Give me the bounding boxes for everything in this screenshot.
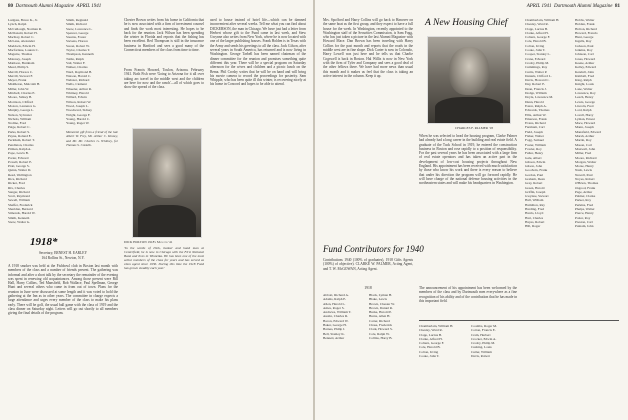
name-entry: Scott, Raymond bbox=[8, 194, 30, 199]
name-entry: Emerson, Frank bbox=[525, 116, 547, 121]
name-entry: Lane, Walter bbox=[575, 86, 593, 91]
name-entry: Wood, Joseph L. bbox=[66, 103, 89, 108]
name-entry: MacKay, Robert C. bbox=[8, 35, 35, 40]
name-entry: Meyer, Frank bbox=[8, 78, 27, 83]
class-notes-col-3: used to house instead of hotel life—which can be damned inconvenient after several weeks. Tell me what you can find about DICKERSON, the man in Chicago. We have just had a letter from Herbert whose gift to the Fund came in last week, and Stew Gwynne also writes from New York, where he is now located with one of the larger publishing houses. Frank Holden is in Texas with the Army and sends his greetings to all the class. Jack Gilson, after several years in South America, has returned and is now living in Washington. George Tarbell has been named chairman of the dinner committee for the reunion and promises something quite different this year. There will be a special program on Saturday afternoon for the wives and children and a picnic lunch on the Bema. Phil Crosby writes that he will be on hand and will bring his movie camera to record the proceedings for posterity. Sam Whipple, who has been quite ill this winter, is recovering nicely at his home in Concord and hopes to be able to attend. bbox=[210, 18, 306, 87]
name-entry: Sewell, William bbox=[8, 198, 30, 203]
class-notes-col-2b: From Francis Howard, Toulon, Arizona. February 1941. Both Fish were 'Going to Arizona for it all over taking arc travel in the middle west and the children are here for now and the ranch'—all of which goes to show the spread of the class. bbox=[124, 68, 204, 90]
name-entry: Maguire, Thomas bbox=[8, 52, 33, 57]
name-entry: Wells, Clement bbox=[66, 82, 87, 87]
charles-palmer-photo bbox=[427, 36, 511, 124]
name-entry: Stearns, Foster bbox=[66, 35, 87, 40]
name-entry: Griffin, Joseph bbox=[525, 189, 546, 194]
name-entry: O'Brien, Thomas bbox=[575, 181, 599, 186]
left-page bbox=[0, 0, 313, 420]
name-entry: Cummings, Roy bbox=[525, 65, 548, 70]
name-entry: Pope, Lewis B. bbox=[8, 151, 29, 156]
name-entry: Crane, Edward bbox=[525, 56, 546, 61]
name-entry: Chesley, Ward R. bbox=[525, 22, 549, 27]
name-entry: Nelson, Sylvester bbox=[8, 112, 32, 117]
name-entry: Miller, Fred bbox=[575, 151, 592, 156]
name-entry: Ludgate, Bruce K., Jr. bbox=[8, 18, 38, 22]
name-entry: Austin, Charles R. bbox=[323, 314, 349, 319]
name-entry: Kimball, Fred bbox=[575, 73, 595, 78]
name-entry: Graham, Dean bbox=[525, 176, 545, 181]
name-entry: King, Ralph bbox=[575, 78, 592, 83]
name-entry: Harris, Lloyd bbox=[525, 211, 544, 216]
name-entry: Lawrence, Roy bbox=[575, 91, 596, 96]
name-entry: Merrill, Stewart F. bbox=[8, 73, 33, 78]
name-entry: Clapp, Lucius B. bbox=[419, 332, 442, 337]
name-entry: Jones, Howard bbox=[575, 56, 596, 61]
name-entry: Cushing, Louis bbox=[471, 345, 492, 350]
name-entry: Burke, Harold P. bbox=[369, 310, 392, 315]
name-entry: Watson, Harold C. bbox=[66, 73, 92, 78]
name-entry: Hunt, George bbox=[575, 35, 594, 40]
name-entry: Burns, Allen H. bbox=[369, 314, 391, 319]
name-entry: Clark, Howard S. bbox=[369, 327, 393, 332]
name-entry: Bacon, Edward W. bbox=[323, 318, 349, 323]
name-entry: Lincoln, Fred bbox=[575, 103, 594, 108]
name-entry: Andrews, William T. bbox=[323, 310, 352, 315]
name-entry: Smith, Kenneth bbox=[8, 215, 30, 220]
name-entry: Brown, Chester W. bbox=[369, 301, 395, 306]
name-entry: Edwards, Thomas bbox=[525, 108, 550, 113]
name-entry: Kelley, Edward bbox=[575, 65, 597, 70]
name-entry: Day, Robert E. bbox=[525, 82, 546, 87]
name-entry: Osgood, Frank bbox=[575, 185, 596, 190]
name-entry: Marsh, Arthur bbox=[575, 134, 595, 139]
name-entry: Peckham, Robert T. bbox=[8, 138, 35, 143]
name-entry: Spencer, George bbox=[66, 30, 89, 35]
housing-chief-headline: A New Housing Chief bbox=[425, 18, 508, 28]
name-entry: Cotton, Francis E. bbox=[471, 328, 496, 333]
name-entry: Blake, Lewis bbox=[369, 297, 387, 302]
name-entry: Holden, Frank bbox=[575, 22, 595, 27]
name-entry: Farnham, Carl bbox=[525, 125, 545, 130]
name-entry: Moore, Sidney B. bbox=[8, 95, 33, 100]
right-running-head: APRIL 1941 Dartmouth Alumni Magazine 81 bbox=[526, 4, 620, 9]
name-entry: Palmer, Clarke bbox=[575, 194, 596, 199]
name-entry: Lewis, George bbox=[575, 99, 595, 104]
name-entry: Hayes, Robert bbox=[525, 219, 545, 224]
name-entry: Wheeler, Arthur R. bbox=[66, 86, 92, 91]
name-entry: Gale, Albert bbox=[525, 155, 542, 160]
name-entry: Murphy, George L. bbox=[8, 108, 35, 113]
name-entry: Green, Harold bbox=[525, 185, 545, 190]
name-entry: Howard, Francis bbox=[575, 30, 598, 35]
name-entry: Putnam, John bbox=[575, 224, 594, 229]
name-entry: Abbott, Richard A. bbox=[323, 293, 349, 297]
name-entry: Chase, Frederick bbox=[369, 323, 392, 328]
name-entry: Harding, Fred bbox=[525, 207, 545, 212]
photo-label-left: DICK HOLTON 1918's Man for '41 bbox=[124, 240, 173, 244]
name-entry: Fuller, Henry bbox=[525, 151, 544, 156]
name-entry: Holton, Richard bbox=[575, 26, 597, 31]
name-entry: Mace, Howard bbox=[575, 121, 596, 126]
name-entry: Baker, George H. bbox=[323, 323, 347, 328]
name-entry: Jenkins, Roy bbox=[575, 48, 593, 53]
name-entry: Macfarlane, Lauren C. bbox=[8, 48, 39, 53]
name-entry: Davis, Howard C. bbox=[525, 78, 550, 83]
name-entry: Smith, Reginald bbox=[66, 18, 89, 22]
name-entry: Chesley, Ward R. bbox=[419, 328, 443, 333]
bottom-names-b bbox=[471, 324, 519, 416]
name-entry: Daniels, Clifford L. bbox=[525, 73, 552, 78]
name-entry: Gray, Robert bbox=[525, 181, 543, 186]
right-name-list-a bbox=[525, 18, 571, 416]
name-entry: Foster, William bbox=[525, 142, 546, 147]
name-entry: Gilson, John bbox=[525, 164, 543, 169]
right-notes-col-1: Mrs. Spofford and Harry Collins will go back to Hanover on the same boat as the first group, and they expect to have a full house for the week. In Washington, recently appointed to the Washington staff of the Securities Commission, is Sam Fogg, who has just taken a picture in the last Alumni Magazine with Howard Mace. Dan Brown has been traveling with Harry Collins for the past month and reports that the roads in the middle west are in fine shape. Dick Carter is now in Colorado, Harry Lowell was just here and he tells us that Charlie Cogswell is back in Boston. Hal Willis is now in New York with the firm of Tyler and Company and sees a good deal of the other fellows there. We have had more news than usual this month and it makes us feel that the class is taking an active interest in the column. Keep it up. bbox=[323, 18, 413, 78]
name-entry: McCullough, Norman R. bbox=[8, 26, 42, 31]
name-entry: Curtis, Walter P. bbox=[525, 69, 548, 74]
name-entry: Allen, Harold L. bbox=[323, 301, 346, 306]
name-entry: Hall, William bbox=[525, 198, 544, 203]
name-entry: Ricker, Fred bbox=[8, 181, 25, 186]
name-entry: McLane, Alexander bbox=[8, 39, 35, 44]
name-entry: Carter, Richard bbox=[369, 318, 390, 323]
name-entry: Colton, Irving bbox=[525, 43, 545, 48]
name-entry: Simonds, Harold W. bbox=[8, 211, 36, 216]
class-address: 164 Rollins St., Newton, N.Y. bbox=[41, 256, 85, 260]
name-entry: Fisher, Walter bbox=[525, 134, 544, 139]
left-name-list-2 bbox=[66, 18, 118, 130]
name-entry: Crosby, Philip M. bbox=[471, 341, 496, 346]
name-entry: Lovell, Harry bbox=[575, 112, 594, 117]
name-entry: Barnes, Philip J. bbox=[323, 327, 346, 332]
name-entry: Lynch, Ralph bbox=[8, 22, 27, 27]
fund-names-2 bbox=[369, 293, 413, 353]
name-entry: Cutler, William bbox=[471, 349, 492, 354]
name-entry: Noyes, Robert bbox=[575, 176, 595, 181]
name-entry: Gibson, Edwin bbox=[525, 159, 546, 164]
name-entry: Quinn, Walter D. bbox=[8, 168, 32, 173]
name-entry: Morgan, Walter bbox=[575, 159, 597, 164]
name-entry: Gordon, Paul bbox=[525, 172, 544, 177]
name-entry: Lyman, Ernest bbox=[575, 116, 595, 121]
name-entry: Doyle, Lawrence M. bbox=[525, 95, 554, 100]
name-entry: Walker, Charles bbox=[66, 65, 88, 70]
name-entry: Maxwell, John bbox=[575, 146, 596, 151]
name-entry: Dunn, Harold bbox=[525, 99, 544, 104]
name-entry: Cooke, John T. bbox=[525, 48, 546, 53]
name-entry: Kendall, John bbox=[575, 69, 594, 74]
name-entry: Hamilton, Ray bbox=[525, 202, 545, 207]
name-entry: Payne, Roland E. bbox=[8, 134, 32, 139]
name-entry: Sweet, Robert W. bbox=[66, 43, 90, 48]
photo-label-right: CHARLES F. PALMER '18 bbox=[455, 126, 493, 130]
name-entry: Reed, Wellington bbox=[8, 172, 32, 177]
name-entry: Paige, Robert C. bbox=[8, 125, 31, 130]
name-entry: Mattison, Burnham bbox=[8, 60, 35, 65]
name-entry: Snow, Lawrence L. bbox=[66, 26, 93, 31]
name-entry: Pendleton, Charles bbox=[8, 142, 34, 147]
name-entry: Adams, Ralph E. bbox=[323, 297, 347, 302]
name-entry: Maddock, Edwin H. bbox=[8, 43, 36, 48]
name-entry: Middleton, Malcolm H. bbox=[8, 82, 41, 87]
name-entry: Wilson, Robert W. bbox=[66, 99, 92, 104]
name-entry: Leach, Henry bbox=[575, 95, 594, 100]
name-entry: Smith, Richard bbox=[66, 22, 87, 27]
fund-class-label: 1918 bbox=[364, 286, 372, 290]
name-entry: Miller, John W. bbox=[8, 86, 29, 91]
name-entry: Dean, Francis J. bbox=[525, 86, 547, 91]
name-entry: Vail, Walter F. bbox=[66, 60, 86, 65]
class-notes-col-1: A 1918 smoker was held at the Fishbowl club in Boston last month with members of the class and a number of friends present. The gathering was informal and after a short talk by the secretary the remainder of the evening was spent in renewing old acquaintances. Among those present were Bill Hall, Harry Collins, Ted Mansfield, Bob Wallace, Paul Spellman, George Hunt and several others who came in from out of town. Plans for the reunion in June were discussed at some length and it was voted to hold the gathering at the Inn as in other years. The committee in charge expects a large attendance and urges every member of the class to make his plans early. There will be golf, the usual ball game with the class of 1919 and the class dinner on Saturday night. Letters will go out shortly to all members giving the final details of the program. bbox=[8, 264, 118, 316]
name-entry: Davis, Robert bbox=[471, 354, 490, 359]
name-entry: Cram, Herbert bbox=[471, 332, 491, 337]
name-entry: McDonald, Robert H. bbox=[8, 30, 38, 35]
name-entry: Nodine, Fred bbox=[8, 121, 26, 126]
photo-caption-left: 'In the words of Dick, banker and hand man at Centerfield, he is now in Chicago with the First National Bank and lives in Winnetka. He has been one of the most active members of the class for years and has served as class agent since 1936. During this time the 1918 Fund has grown steadily each year.' bbox=[124, 246, 204, 270]
name-entry: Cooper, Stanley L. bbox=[525, 52, 551, 57]
name-entry: Hobbs, Walter bbox=[575, 18, 595, 22]
name-entry: Porter, Edward bbox=[8, 155, 29, 160]
name-entry: Cole, Ralph W. bbox=[369, 331, 390, 336]
name-entry: Colton, Irving bbox=[419, 349, 439, 354]
name-entry: Maloney, Joseph bbox=[8, 56, 31, 61]
name-entry: Preston, Carl bbox=[575, 219, 593, 224]
name-entry: Gwynne, Stewart bbox=[525, 194, 549, 199]
name-entry: Rice, Richard bbox=[8, 176, 27, 181]
name-entry: Parker, Roy bbox=[575, 198, 592, 203]
name-entry: Sanger, Richard bbox=[8, 189, 30, 194]
name-entry: Chamberlain, William H. bbox=[419, 324, 454, 328]
name-entry: Clarke, Alfred H. bbox=[419, 336, 443, 341]
name-entry: Rix, Charles bbox=[8, 185, 25, 190]
name-entry: Chamberlain, William H. bbox=[525, 18, 560, 22]
name-entry: Bennett, Arthur bbox=[323, 335, 345, 340]
name-entry: Merrill, Horace C. bbox=[8, 69, 34, 74]
name-entry: Phelps, Walter bbox=[575, 207, 595, 212]
name-entry: Ingalls, Ray bbox=[575, 39, 592, 44]
name-entry: Mason, Carl bbox=[575, 142, 592, 147]
name-entry: Knight, Louis bbox=[575, 82, 594, 87]
name-entry: Morrison, Clifford bbox=[8, 99, 34, 104]
name-entry: Mann, Joseph bbox=[575, 125, 594, 130]
name-entry: Goodwin, Frank bbox=[525, 168, 548, 173]
name-entry: Newell, Paul bbox=[575, 172, 593, 177]
name-entry: Hill, Roger bbox=[525, 224, 541, 229]
memorial-note: Memorial gift from a friend of the late Albert W. Frey, Mr. Arthur C. Kinney, and Mr. Mr. Charles G. Whitney, for Thomas S. Conklin. bbox=[66, 130, 118, 147]
name-entry: Evans, Richard bbox=[525, 121, 546, 126]
class-notes-col-2a: Chester Brown writes from his home in California that he is now associated with a firm of investment counsel and finds the work most interesting. He hopes to be back for the reunion. Jack Wilson has been spending the winter in Florida and reports that the fishing has been excellent. Red Thompson is still in the insurance business in Hartford and sees a good many of the Connecticut members of the class from time to time. bbox=[124, 18, 204, 53]
name-entry: Brown, Daniel R. bbox=[369, 305, 393, 310]
name-entry: Morse, Henry bbox=[575, 164, 594, 169]
name-entry: Coburn, George F. bbox=[419, 341, 445, 346]
name-entry: Potter, Roy bbox=[575, 215, 591, 220]
housing-chief-article: When he was selected to head the housing program, Clarke Palmer had already had a long career in the building and real estate field. A graduate of the Tuck School in 1919, he entered the construction business in Boston and rose rapidly to a position of responsibility. For the past several years he has been associated with a large firm of real estate operators and has taken an active part in the development of low-cost housing projects throughout New England. His appointment has been received with much satisfaction by those who know his work and there is every reason to believe that under his direction the program will go forward rapidly. He will have charge of the national defense housing activities in the northeastern states and will make his headquarters in Washington. bbox=[419, 134, 517, 186]
class-secretary: Secretary, ERNEST H. EARLEY bbox=[38, 251, 88, 255]
right-page bbox=[315, 0, 628, 420]
name-entry: Mitchell, Charles E. bbox=[8, 91, 36, 96]
name-entry: Cooke, John T. bbox=[419, 354, 440, 359]
right-name-list-b bbox=[575, 18, 621, 416]
dick-holton-photo bbox=[132, 128, 202, 238]
name-entry: Johnson, Carl bbox=[575, 52, 594, 57]
name-entry: Fogg, Samuel bbox=[525, 138, 544, 143]
name-entry: Clarke, Alfred H. bbox=[525, 30, 549, 35]
name-entry: Dodge, William bbox=[525, 91, 547, 96]
name-entry: Bell, Stanley K. bbox=[323, 331, 345, 336]
name-entry: Mead, Philip S. bbox=[8, 65, 30, 70]
fund-names-1 bbox=[323, 293, 365, 353]
name-entry: Snow, Walter G. bbox=[8, 219, 31, 224]
name-entry: Moxon, Laurence G. bbox=[8, 103, 37, 108]
name-entry: Lord, Ralph bbox=[575, 108, 592, 113]
name-entry: Coombs, Roger M. bbox=[471, 324, 497, 328]
name-entry: Keene, Arthur bbox=[575, 60, 595, 65]
name-entry: Powell, Robert E. bbox=[8, 159, 33, 164]
name-entry: Parks, Robert S. bbox=[8, 129, 31, 134]
name-entry: Young, Roger W. bbox=[66, 121, 90, 126]
name-entry: Crocker, Edwin A. bbox=[471, 336, 497, 341]
name-entry: Clapp, Lucius B. bbox=[525, 26, 548, 31]
name-entry: Crosby, Philip M. bbox=[525, 60, 550, 65]
name-entry: Cole, Harold B. bbox=[525, 39, 547, 44]
name-entry: Mansfield, Edward bbox=[575, 129, 601, 134]
name-entry: Perkins, Fred bbox=[575, 202, 594, 207]
left-name-list-1 bbox=[8, 18, 60, 228]
class-heading: 1918* bbox=[30, 236, 58, 248]
name-entry: Young, Harold C. bbox=[66, 116, 90, 121]
name-entry: Taylor, Charles T. bbox=[66, 48, 91, 53]
name-entry: Thompson, Kenneth bbox=[66, 52, 94, 57]
name-entry: Ellis, Arthur W. bbox=[525, 112, 547, 117]
name-entry: Fowler, Roy bbox=[525, 146, 542, 151]
bottom-names-a bbox=[419, 324, 467, 416]
name-entry: Pitman, Ralph A. bbox=[8, 146, 32, 151]
name-entry: Cole, Harold B. bbox=[419, 345, 441, 350]
name-entry: Jackson, Paul bbox=[575, 43, 594, 48]
name-entry: Wright, George F. bbox=[66, 112, 91, 117]
name-entry: Hart, Charles bbox=[525, 215, 544, 220]
left-running-head: 80 Dartmouth Alumni Magazine APRIL 1941 bbox=[8, 4, 102, 9]
name-entry: Ames, Roger S. bbox=[323, 305, 345, 310]
name-entry: Nichols, William bbox=[8, 116, 32, 121]
name-entry: Tuttle, Ralph bbox=[66, 56, 84, 61]
name-entry: Martin, Roy bbox=[575, 138, 592, 143]
name-entry: Pierce, Henry bbox=[575, 211, 594, 216]
name-entry: Pratt, George S. bbox=[8, 164, 30, 169]
name-entry: Page, Arthur bbox=[575, 189, 593, 194]
name-entry: Sheridan, Bernard bbox=[8, 207, 33, 212]
name-entry: Shaffer, Frederick bbox=[8, 202, 33, 207]
fund-contributors-heading: Fund Contributors for 1940 bbox=[323, 244, 424, 254]
name-entry: Willard, Edwin bbox=[66, 95, 87, 100]
name-entry: Stevens, Horace bbox=[66, 39, 89, 44]
name-entry: Field, Joseph bbox=[525, 129, 543, 134]
name-entry: Moore, Richard bbox=[575, 155, 597, 160]
housing-chief-article-2: The announcement of his appointment has been welcomed by the members of the class and by Dartmouth men everywhere as a fine recognition of his ability and of the contribution that he has made in this important field. bbox=[419, 286, 517, 303]
name-entry: Collins, Harry B. bbox=[369, 335, 393, 340]
name-entry: Webster, Richard bbox=[66, 78, 90, 83]
name-entry: Whitney, Harold bbox=[66, 91, 89, 96]
name-entry: Eaton, Ralph A. bbox=[525, 103, 547, 108]
name-entry: Woodward, Sidney bbox=[66, 108, 92, 113]
name-entry: Nash, Lewis bbox=[575, 168, 592, 173]
name-entry: Coburn, George F. bbox=[525, 35, 551, 40]
name-entry: Black, Lyman H. bbox=[369, 293, 393, 297]
fund-intro: Contributions 1940 (100% of graduates), 1918 Gifts Agents (100%) of objective). CLARKE W. PALMER, Acting Agent, and T. W. McGOWAN, Acting Agent. bbox=[323, 258, 413, 271]
name-entry: Ward, Raymond B. bbox=[66, 69, 93, 74]
